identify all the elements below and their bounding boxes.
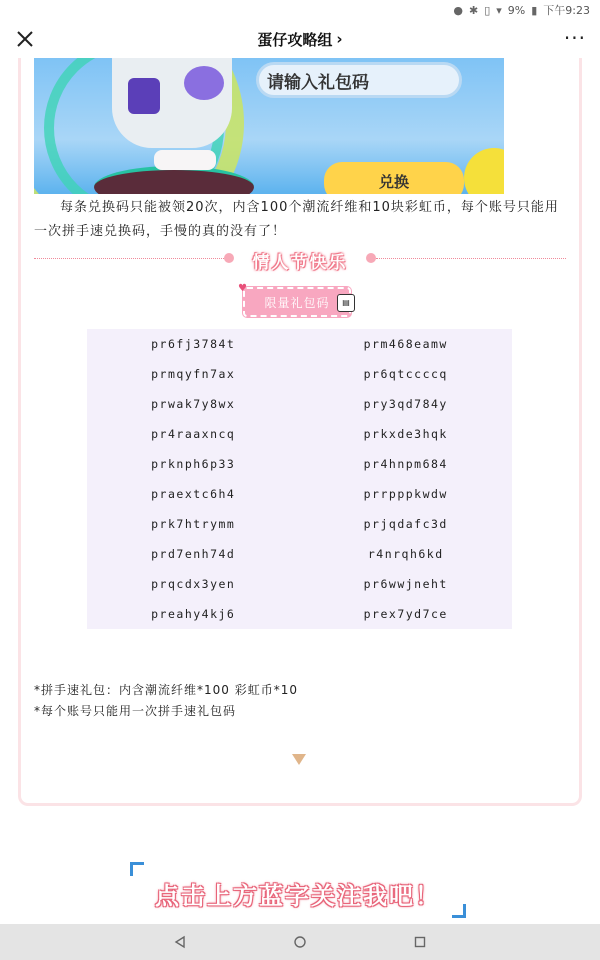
note-line: *拼手速礼包：内含潮流纤维*100 彩虹币*10	[34, 683, 298, 697]
code-row	[87, 569, 512, 599]
gift-code[interactable]: prmqyfn7ax	[151, 367, 236, 381]
code-row	[87, 359, 512, 389]
gift-code[interactable]: pr6qtccccq	[363, 367, 448, 381]
gift-code[interactable]: prk7htrymm	[151, 517, 236, 531]
gift-code[interactable]: pry3qd784y	[363, 397, 448, 411]
code-row	[87, 599, 512, 629]
battery-percent: 9%	[507, 3, 526, 17]
bluetooth-icon: ✱	[468, 3, 479, 17]
decor-circle	[464, 148, 504, 194]
code-row	[87, 449, 512, 479]
back-icon[interactable]	[170, 932, 190, 952]
banner-code-input: 请输入礼包码	[256, 62, 462, 98]
status-time: 下午9:23	[543, 4, 590, 17]
gift-code[interactable]: prrpppkwdw	[363, 487, 448, 501]
account-name: 蛋仔攻略组	[257, 30, 333, 49]
gift-code[interactable]: prex7yd7ce	[363, 607, 448, 621]
gift-code[interactable]: preahy4kj6	[151, 607, 236, 621]
status-bar	[0, 0, 600, 20]
code-row	[87, 479, 512, 509]
close-icon[interactable]	[14, 28, 36, 50]
nav-bar	[0, 20, 600, 58]
location-icon: ●	[453, 3, 463, 17]
code-row	[87, 389, 512, 419]
gift-code[interactable]: prjqdafc3d	[363, 517, 448, 531]
code-row	[87, 329, 512, 359]
home-icon[interactable]	[290, 932, 310, 952]
character-shoes	[154, 150, 216, 170]
section-title: 情人节快乐	[252, 253, 348, 273]
divider-dot	[366, 253, 376, 263]
account-title[interactable]	[257, 29, 342, 50]
code-row	[87, 509, 512, 539]
note-line: *每个账号只能用一次拼手速礼包码	[34, 704, 237, 718]
character-face	[184, 66, 224, 100]
banner-redeem-button: 兑换	[324, 162, 464, 194]
chevron-right-icon: ›	[336, 30, 343, 48]
gift-code[interactable]: pr4hnpm684	[363, 457, 448, 471]
intro-paragraph: 每条兑换码只能被领20次，内含100个潮流纤维和10块彩虹币，每个账号只能用一次拼手速兑换码，手慢的真的没有了！	[34, 200, 559, 239]
vibrate-icon: ▯	[484, 3, 491, 17]
gift-code[interactable]: prkxde3hqk	[363, 427, 448, 441]
game-banner-image	[34, 58, 504, 194]
more-options-icon[interactable]: ···	[563, 26, 586, 50]
character-arm	[128, 78, 160, 114]
section-divider	[34, 248, 566, 273]
gift-code[interactable]: r4nrqh6kd	[367, 547, 444, 561]
cake-icon: ▤	[337, 294, 355, 312]
heart-icon: ♥	[238, 283, 247, 294]
follow-prompt-text: 点击上方蓝字关注我吧！	[155, 882, 441, 910]
arrow-down-icon	[292, 754, 306, 765]
code-row	[87, 419, 512, 449]
gift-code[interactable]: praextc6h4	[151, 487, 236, 501]
gift-code[interactable]: prm468eamw	[363, 337, 448, 351]
gift-code[interactable]: pr4raaxncq	[151, 427, 236, 441]
gift-code[interactable]: prqcdx3yen	[151, 577, 236, 591]
gift-code[interactable]: prd7enh74d	[151, 547, 236, 561]
recents-icon[interactable]	[410, 932, 430, 952]
gift-code-table	[87, 329, 512, 629]
divider-line	[34, 258, 224, 259]
gift-code[interactable]: prwak7y8wx	[151, 397, 236, 411]
corner-bracket	[130, 862, 144, 876]
gift-code[interactable]: pr6fj3784t	[151, 337, 236, 351]
divider-dot	[224, 253, 234, 263]
code-row	[87, 539, 512, 569]
system-nav-bar	[0, 924, 600, 960]
divider-line	[376, 258, 566, 259]
battery-icon: ▮	[531, 3, 538, 17]
corner-bracket	[452, 904, 466, 918]
gift-code[interactable]: pr6wwjneht	[363, 577, 448, 591]
notes	[34, 680, 298, 722]
limited-codes-badge: 限量礼包码	[243, 287, 351, 317]
follow-prompt[interactable]	[130, 862, 466, 918]
gift-code[interactable]: prknph6p33	[151, 457, 236, 471]
wifi-icon: ▾	[496, 3, 502, 17]
